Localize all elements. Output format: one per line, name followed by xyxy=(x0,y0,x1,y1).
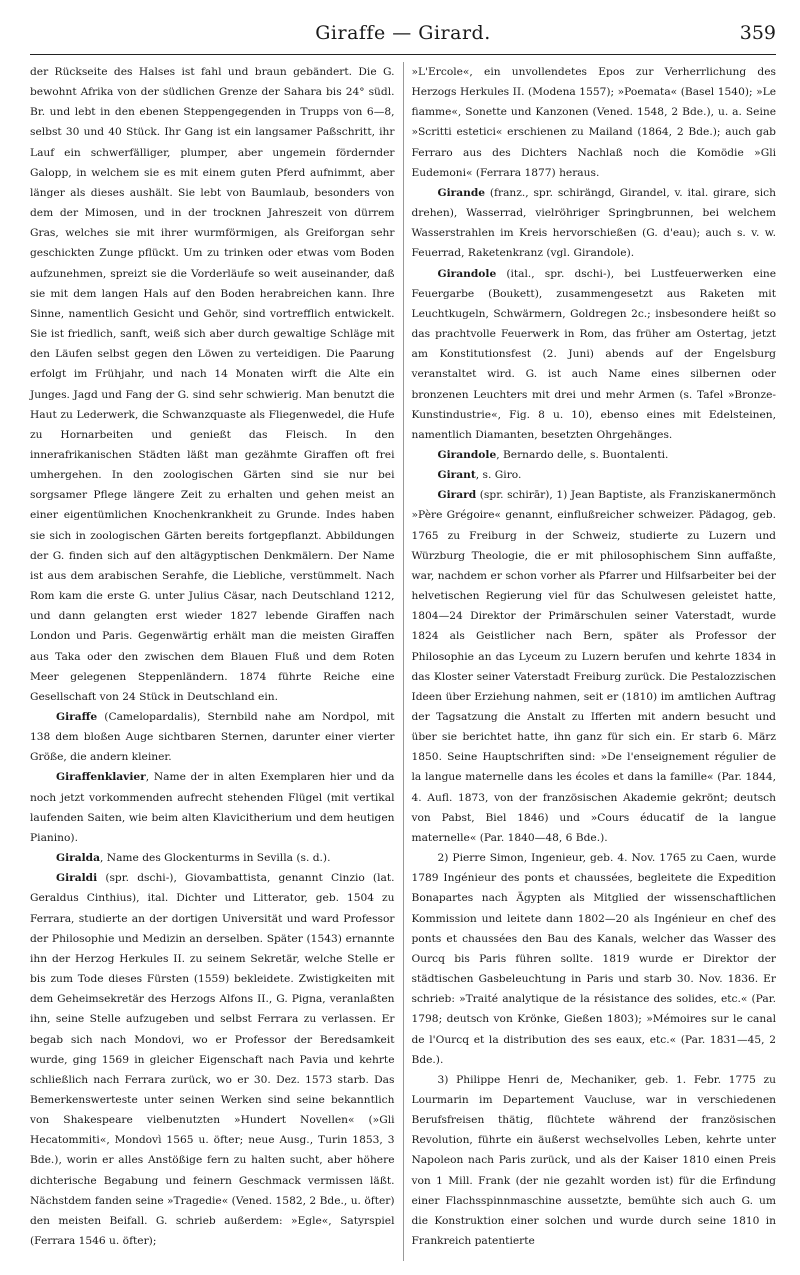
entry-paragraph xyxy=(30,707,395,767)
entry-paragraph xyxy=(412,1070,777,1251)
entry-text: , Bernardo delle, s. Buontalenti. xyxy=(496,447,669,461)
entry-paragraph xyxy=(30,62,395,707)
entry-text: (spr. dschi-), Giovambattista, genannt Cinzio (lat. Geraldus Cinthius), ital. Dichter und Litterator, geb. 1504 zu Ferrara, studierte an der dortigen Universität und ward Professor der Philosophie und Medizin an derselben. Später (1543) ernannte ihn der Herzog Herkules II. zu seinem Sekretär, welche Stelle er bis zum Tode dieses Fürsten (1559) bekleidete. Zwistigkeiten mit dem Geheimsekretär des Herzogs Alfons II., G. Pigna, veranlaßten ihn, seine Stelle aufzugeben und selbst Ferrara zu verlassen. Er begab sich nach Mondovi, wo er Professor der Beredsamkeit wurde, ging 1569 in gleicher Eigenschaft nach Pavia und kehrte schließlich nach Ferrara zurück, wo er 30. Dez. 1573 starb. Das Bemerkenswerteste unter seinen Werken sind seine bekanntlich von Shakespeare vielbenutzten »Hundert Novellen« (»Gli Hecatommiti«, Mondovì 1565 u. öfter; neue Ausg., Turin 1853, 3 Bde.), worin er alles Anstößige fern zu halten sucht, aber höhere dichterische Begabung und feinern Geschmack vermissen läßt. Nächstdem fanden seine »Tragedie« (Vened. 1582, 2 Bde., u. öfter) den meisten Beifall. G. schrieb außerdem: »Egle«, Satyrspiel (Ferrara 1546 u. öfter); xyxy=(30,871,395,1248)
entry-paragraph xyxy=(412,485,777,848)
entry-paragraph xyxy=(30,767,395,848)
entry-text: , Name der in alten Exemplaren hier und da noch jetzt vorkommenden aufrecht stehenden Flügel (mit vertikal laufenden Saiten, wie beim alten Klavicitherium und dem heutigen Pianino). xyxy=(30,770,395,844)
entry-text: der Rückseite des Halses ist fahl und braun gebändert. Die G. bewohnt Afrika von der südlichen Grenze der Sahara bis 24° südl. Br. und lebt in den ebenen Steppengegenden in Trupps von 6—8, selbst 30 und 40 Stück. Ihr Gang ist ein langsamer Paßschritt, ihr Lauf ein schwerfälliger, plumper, aber ungemein fördernder Galopp, in welchem sie es mit einem guten Pferd aufnimmt, aber länger als dieses aushält. Sie lebt von Baumlaub, besonders von dem der Mimosen, und in der trocknen Jahreszeit von dürrem Gras, welches sie mit ihrer wurmförmigen, als Greiforgan sehr geschickten Zunge pflückt. Um zu trinken oder etwas vom Boden aufzunehmen, spreizt sie die Vorderläufe so weit auseinander, daß sie mit dem langen Hals auf den Boden herabreichen kann. Ihre Sinne, namentlich Gesicht und Gehör, sind vortrefflich entwickelt. Sie ist friedlich, sanft, weiß sich aber durch gewaltige Schläge mit den Läufen selbst gegen den Löwen zu verteidigen. Die Paarung erfolgt im Frühjahr, und nach 14 Monaten wirft die Alte ein Junges. Jagd und Fang der G. sind sehr schwierig. Man benutzt die Haut zu Lederwerk, die Schwanzquaste als Fliegenwedel, die Hufe zu Hornarbeiten und genießt das Fleisch. In den innerafrikanischen Städten läßt man gezähmte Giraffen oft frei umhergehen. In den zoologischen Gärten sind sie nur bei sorgsamer Pflege längere Zeit zu erhalten und gehen meist an einer eigentümlichen Knochenkrankheit zu Grunde. Indes haben sie sich in zoologischen Gärten bereits fortgepflanzt. Abbildungen der G. finden sich auf den altägyptischen Denkmälern. Der Name ist aus dem arabischen Serahfe, die Liebliche, verstümmelt. Nach Rom kam die erste G. unter Julius Cäsar, nach Deutschland 1212, und dann gelangten erst wieder 1827 lebende Giraffen nach London und Paris. Gegenwärtig erhält man die meisten Giraffen aus Taka oder den zwischen dem Blauen Fluß und dem Roten Meer gelegenen Steppenländern. 1874 führte Reiche eine Gesellschaft von 24 Stück in Deutschland ein. xyxy=(30,65,395,703)
entry-text: , Name des Glockenturms in Sevilla (s. d.). xyxy=(100,851,331,865)
entry-headword: Girandole xyxy=(437,447,497,461)
column-divider xyxy=(403,62,404,1261)
entry-text: »L'Ercole«, ein unvollendetes Epos zur Verherrlichung des Herzogs Herkules II. (Modena 1557); »Poemata« (Basel 1540); »Le fiamme«, Sonette und Kanzonen (Vened. 1548, 2 Bde.), u. a. Seine »Scritti estetici« erschienen zu Mailand (1864, 2 Bde.); auch gab Ferraro aus des Dichters Nachlaß noch die Komödie »Gli Eudemoni« (Ferrara 1877) heraus. xyxy=(411,65,776,179)
header-rule xyxy=(30,54,776,55)
entry-headword: Giraffenklavier xyxy=(56,770,146,784)
left-column xyxy=(30,62,395,1261)
entry-text: (ital., spr. dschi-), bei Lustfeuerwerken eine Feuergarbe (Boukett), zusammengesetzt aus Raketen mit Leuchtkugeln, Schwärmern, Goldregen 2c.; insbesondere heißt so das prachtvolle Feuerwerk in Rom, das früher am Ostertag, jetzt am Konstitutionsfest (2. Juni) abends auf der Engelsburg veranstaltet wird. G. ist auch Name eines silbernen oder bronzenen Leuchters mit drei und mehr Armen (s. Tafel »Bronze-Kunstindustrie«, Fig. 8 u. 10), ebenso eines mit Edelsteinen, namentlich Diamanten, besetzten Ohrgehänges. xyxy=(411,266,776,441)
entry-headword: Giraldi xyxy=(56,871,98,885)
entry-paragraph xyxy=(30,848,395,868)
entry-text: 3) Philippe Henri de, Mechaniker, geb. 1. Febr. 1775 zu Lourmarin im Departement Vaucluse, war in verschiedenen Berufsfreisen thätig, flüchtete während der französischen Revolution, führte ein äußerst wechselvolles Leben, kehrte unter Napoleon nach Paris zurück, und als der Kaiser 1810 einen Preis von 1 Mill. Frank (der nie gezahlt worden ist) für die Erfindung einer Flachsspinnmaschine aussetzte, bemühte sich auch G. um die Konstruktion einer solchen und wurde durch seine 1810 in Frankreich patentierte xyxy=(411,1072,776,1248)
entry-paragraph xyxy=(412,183,777,264)
entry-paragraph xyxy=(412,848,777,1070)
entry-paragraph xyxy=(412,445,777,465)
entry-text: 2) Pierre Simon, Ingenieur, geb. 4. Nov. 1765 zu Caen, wurde 1789 Ingénieur des ponts et chaussées, begleitete die Expedition Bonapartes nach Ägypten als Mitglied der wissenschaftlichen Kommission und leitete dann 1802—20 als Ingénieur en chef des ponts et chaussées den Bau des Kanals, welcher das Wasser des Ourcq bis Paris führen sollte. 1819 wurde er Direktor der städtischen Gasbeleuchtung in Paris und starb 30. Nov. 1836. Er schrieb: »Traité analytique de la résistance des solides, etc.« (Par. 1798; deutsch von Krönke, Gießen 1803); »Mémoires sur le canal de l'Ourcq et la distribution des ses eaux, etc.« (Par. 1831—45, 2 Bde.). xyxy=(411,851,776,1066)
running-head: Giraffe — Girard. xyxy=(315,22,491,44)
entry-headword: Giraffe xyxy=(56,710,98,723)
entry-text: (franz., spr. schirängd, Girandel, v. ital. girare, sich drehen), Wasserrad, vielröhriger Springbrunnen, bei welchem Wasserstrahlen im Kreis hervorschießen (G. d'eau); auch s. v. w. Feuerrad, Raketenkranz (vgl. Girandole). xyxy=(411,185,776,260)
entry-paragraph xyxy=(412,465,777,485)
right-column xyxy=(412,62,777,1261)
entry-headword: Girant xyxy=(437,468,476,482)
page-header xyxy=(30,22,776,52)
entry-headword: Girard xyxy=(437,488,477,502)
entry-text: (spr. schirār), 1) Jean Baptiste, als Franziskanermönch »Père Grégoire« genannt, einflußreicher schweizer. Pädagog, geb. 1765 zu Freiburg in der Schweiz, studierte zu Luzern und Würzburg Theologie, die er mit philosophischem Sinn auffaßte, war, nachdem er schon vorher als Pfarrer und Hilfsarbeiter bei der helvetischen Regierung viel für das Schulwesen geleistet hatte, 1804—24 Direktor der Primärschulen seiner Vaterstadt, wurde 1824 als Geistlicher nach Bern, später als Professor der Philosophie an das Lyceum zu Luzern berufen und kehrte 1834 in das Kloster seiner Vaterstadt Freiburg zurück. Die Pestalozzischen Ideen über Erziehung nahmen, seit er (1810) im amtlichen Auftrag der Tagsatzung die Anstalt zu Ifferten mit andern besucht und über sie berichtet hatte, ihn ganz für sich ein. Er starb 6. März 1850. Seine Hauptschriften sind: »De l'enseignement régulier de la langue maternelle dans les écoles et dans la famille« (Par. 1844, 4. Aufl. 1873, von der französischen Akademie gekrönt; deutsch von Pabst, Biel 1846) und »Cours éducatif de la langue maternelle« (Par. 1840—48, 6 Bde.). xyxy=(411,488,776,844)
entry-headword: Giralda xyxy=(56,851,101,865)
entry-text: , s. Giro. xyxy=(475,468,522,482)
entry-headword: Girande xyxy=(437,185,486,199)
entry-paragraph xyxy=(30,868,395,1251)
entry-paragraph xyxy=(412,62,777,183)
entry-headword: Girandole xyxy=(437,266,497,280)
entry-paragraph xyxy=(412,264,777,445)
text-columns xyxy=(30,62,776,1261)
page-number: 359 xyxy=(739,22,776,44)
entry-text: (Camelopardalis), Sternbild nahe am Nordpol, mit 138 dem bloßen Auge sichtbaren Sternen, darunter einer vierter Größe, die andern kleiner. xyxy=(30,710,395,764)
